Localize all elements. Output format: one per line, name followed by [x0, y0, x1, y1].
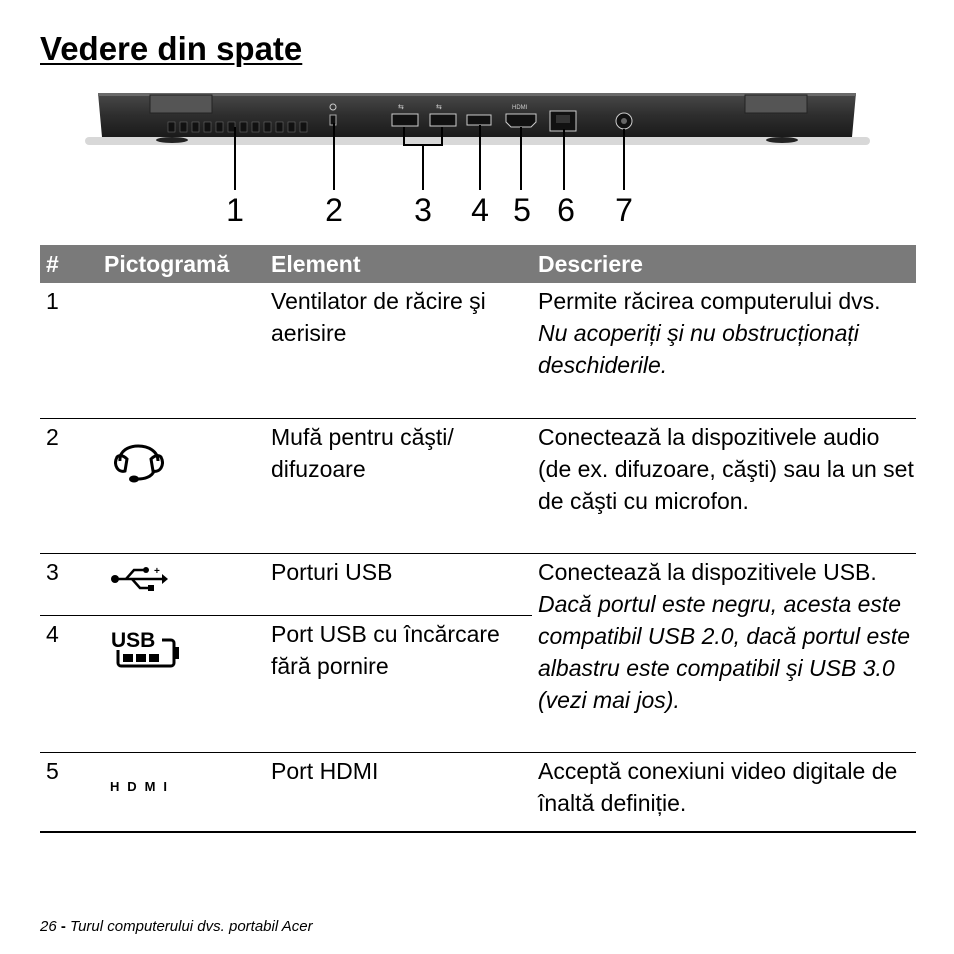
row-icon-empty	[98, 283, 265, 418]
header-icon: Pictogramă	[98, 245, 265, 283]
usb-charge-icon	[110, 626, 180, 668]
svg-text:⇆: ⇆	[398, 103, 404, 111]
table-row	[40, 418, 916, 553]
header-description: Descriere	[532, 245, 916, 283]
callout-5: 5	[513, 192, 531, 228]
row-number: 3	[40, 553, 98, 615]
table-row	[40, 283, 916, 418]
row-description-shared	[532, 553, 916, 752]
footer-text: Turul computerului dvs. portabil Acer	[70, 918, 313, 935]
hdmi-port-label: HDMI	[512, 105, 528, 111]
usb-icon	[110, 566, 168, 592]
description-text: Conectează la dispozitivele USB.	[538, 558, 877, 585]
row-element: Porturi USB	[265, 553, 532, 615]
callout-2: 2	[325, 192, 343, 228]
header-number: #	[40, 245, 98, 283]
callout-7: 7	[615, 192, 633, 228]
row-number: 4	[40, 615, 98, 752]
row-element: Port USB cu încărcare fără pornire	[265, 615, 532, 752]
callout-1: 1	[226, 192, 244, 228]
row-element: Port HDMI	[265, 752, 532, 832]
row-description: Acceptă conexiuni video digitale de înaltă definiție.	[532, 752, 916, 832]
callout-3: 3	[414, 192, 432, 228]
svg-text:⇆: ⇆	[436, 103, 442, 111]
callout-numbers	[0, 192, 954, 232]
callout-4: 4	[471, 192, 489, 228]
description-text: Permite răcirea computerului dvs.	[538, 288, 881, 314]
row-icon	[98, 553, 265, 615]
usb-charge-icon-text: USB	[111, 628, 156, 652]
row-number: 2	[40, 418, 98, 553]
callout-6: 6	[557, 192, 575, 228]
table-row	[40, 553, 916, 615]
row-icon	[98, 615, 265, 752]
hdmi-icon	[110, 779, 170, 793]
row-number: 5	[40, 752, 98, 832]
row-element: Mufă pentru căşti/ difuzoare	[265, 418, 532, 553]
description-note: Nu acoperiți şi nu obstrucționați deschiderile.	[538, 320, 859, 378]
page-number: 26	[40, 918, 57, 935]
row-icon	[98, 418, 265, 553]
svg-text:+: +	[154, 565, 160, 577]
footer-separator: -	[60, 918, 66, 935]
row-icon	[98, 752, 265, 832]
row-description	[532, 283, 916, 418]
page-footer	[40, 918, 313, 935]
description-note: Dacă portul este negru, acesta este compatibil USB 2.0, dacă portul este albastru este compatibil şi USB 3.0	[538, 590, 911, 681]
headset-icon	[114, 429, 164, 485]
row-description: Conectează la dispozitivele audio (de ex. difuzoare, căşti) sau la un set de căşti cu microfon.	[532, 418, 916, 553]
hdmi-icon-text: HDMI	[110, 778, 168, 793]
header-element: Element	[265, 245, 532, 283]
row-element: Ventilator de răcire şi aerisire	[265, 283, 532, 418]
laptop-rear-illustration	[0, 85, 954, 195]
page-title: Vedere din spate	[40, 30, 303, 67]
description-note-ref: (vezi mai jos).	[538, 686, 680, 713]
row-number: 1	[40, 283, 98, 418]
table-header-row	[40, 245, 916, 283]
ports-table	[40, 245, 916, 833]
table-row	[40, 752, 916, 832]
